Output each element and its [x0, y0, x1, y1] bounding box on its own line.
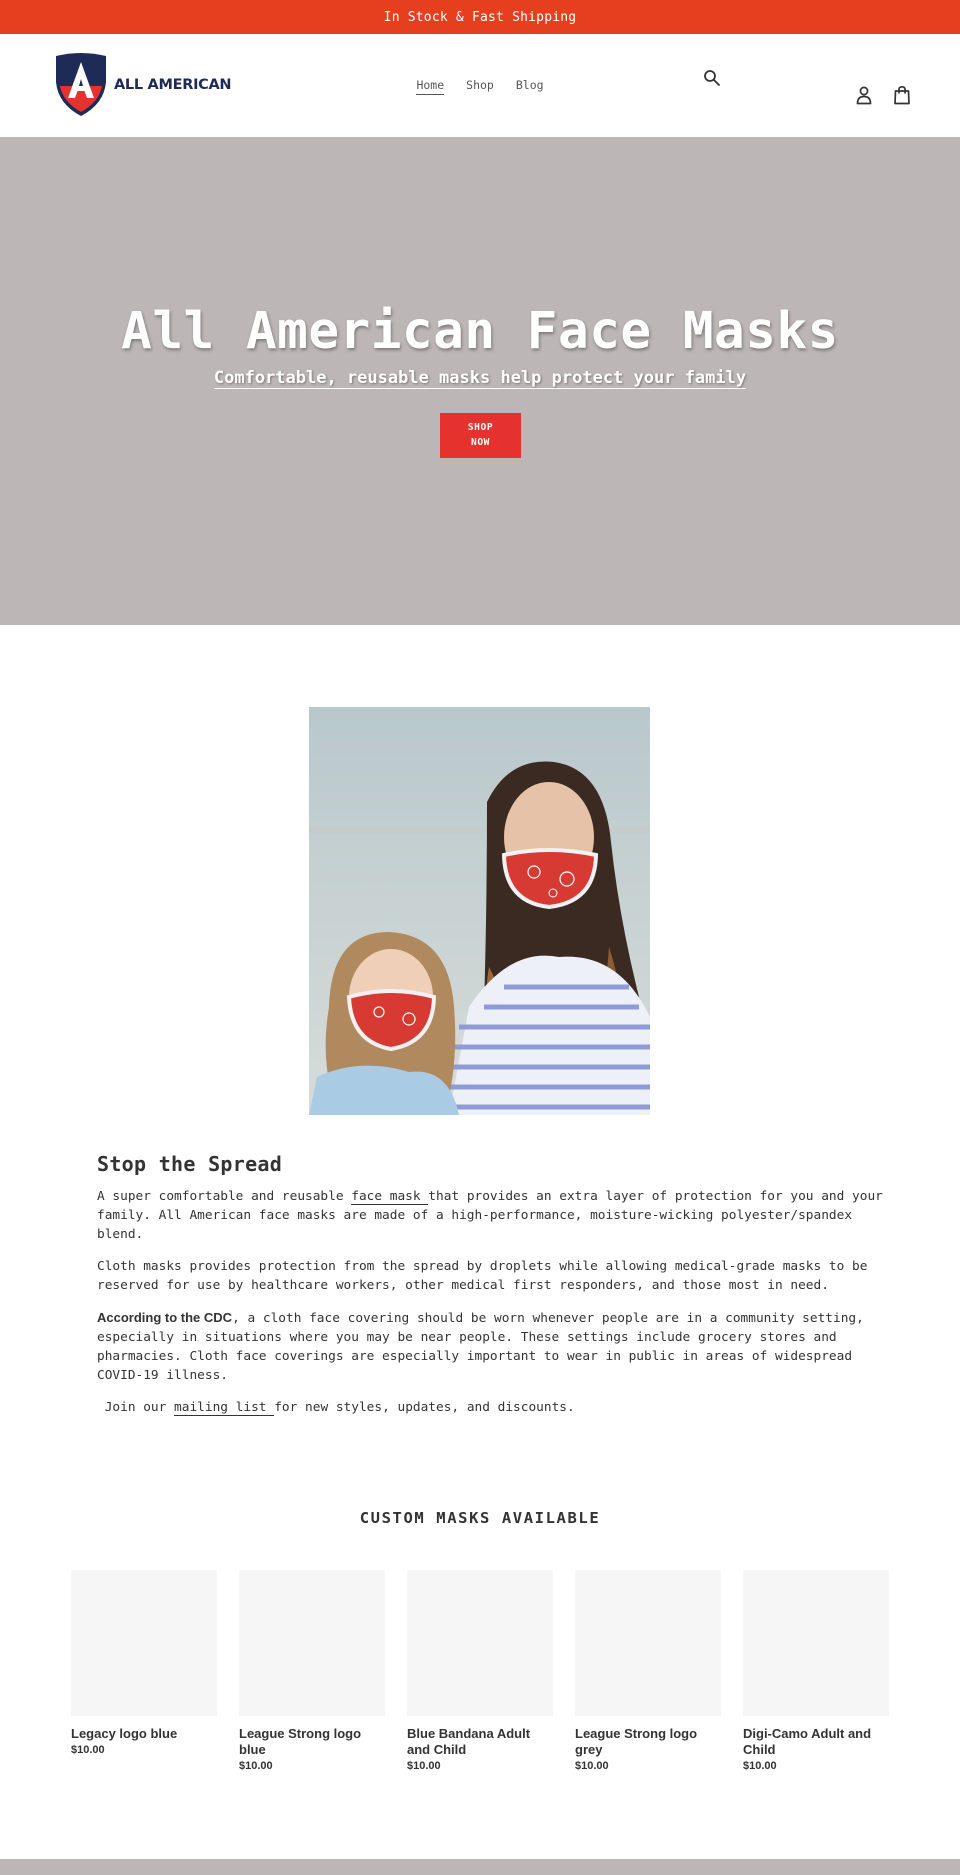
hero-subtitle-wrap [0, 368, 960, 388]
announcement-bar [0, 0, 960, 34]
logo-wordmark: ALL AMERICAN [114, 77, 232, 93]
product-price: $10.00 [71, 1744, 105, 1756]
product-name[interactable]: League Strong logo blue [239, 1726, 362, 1757]
product-price: $10.00 [575, 1760, 609, 1772]
announcement-text: In Stock & Fast Shipping [383, 9, 577, 25]
article-paragraph-2: Cloth masks provides protection from the spread by droplets while allowing medical-grade masks to be reserved for use by healthcare workers, other medical first responders, and those most in need. [97, 1259, 868, 1293]
p3-text: , a cloth face covering should be worn whenever people are in a community setting, especially in situations where you may be near people. These settings include grocery stores and pharmacies. Cloth face coverings are especially important to wear in public in areas of widespread COVID-19 illness. [97, 1311, 864, 1383]
product-card[interactable] [743, 1570, 889, 1772]
product-price: $10.00 [743, 1760, 777, 1772]
product-image-placeholder[interactable] [407, 1570, 553, 1716]
site-header [0, 34, 960, 137]
product-image-placeholder[interactable] [575, 1570, 721, 1716]
p4-text-start: Join our [97, 1400, 175, 1415]
article-paragraph-3 [97, 1308, 897, 1385]
cart-icon[interactable] [893, 85, 911, 105]
article-paragraph-1 [97, 1187, 897, 1244]
nav-item-blog[interactable]: Blog [515, 78, 544, 92]
nav-item-shop[interactable]: Shop [466, 78, 494, 92]
mother-daughter-masks-photo [309, 707, 650, 1115]
p4-text-end: for new styles, updates, and discounts. [274, 1400, 575, 1415]
product-card[interactable] [575, 1570, 721, 1772]
product-price: $10.00 [239, 1760, 273, 1772]
account-icon[interactable] [855, 85, 873, 105]
face-mask-link[interactable]: face mask [351, 1189, 429, 1204]
nav-item-home[interactable]: Home [416, 78, 444, 95]
article-paragraph-4 [97, 1398, 897, 1417]
product-name[interactable]: Digi-Camo Adult and Child [743, 1726, 872, 1757]
product-card[interactable] [407, 1570, 553, 1772]
cdc-lead: According to the CDC [97, 1310, 233, 1325]
product-card[interactable] [71, 1570, 217, 1756]
hero-subtitle[interactable]: Comfortable, reusable masks help protect your family [213, 368, 747, 388]
product-name[interactable]: Blue Bandana Adult and Child [407, 1726, 531, 1757]
product-image-placeholder[interactable] [71, 1570, 217, 1716]
hero-banner [0, 137, 960, 625]
masks-photo-illustration [309, 707, 650, 1115]
mailing-list-link[interactable]: mailing list [174, 1400, 275, 1415]
shop-now-button[interactable]: SHOP NOW [440, 413, 521, 458]
product-card[interactable] [239, 1570, 385, 1772]
article-stop-the-spread [97, 1152, 897, 1430]
product-image-placeholder[interactable] [239, 1570, 385, 1716]
footer-strip [0, 1859, 960, 1875]
search-icon[interactable] [703, 69, 721, 87]
collection-title: CUSTOM MASKS AVAILABLE [359, 1509, 601, 1527]
product-name[interactable]: Legacy logo blue [71, 1726, 178, 1741]
article-heading: Stop the Spread [97, 1152, 283, 1176]
p1-text-end: that provides an extra layer of protection for you and your family. All American face masks are made of a high-performance, moisture-wicking polyester/spandex blend. [97, 1189, 883, 1242]
main-nav [0, 78, 960, 95]
product-name[interactable]: League Strong logo grey [575, 1726, 698, 1757]
p1-text-start: A super comfortable and reusable [97, 1189, 352, 1204]
product-price: $10.00 [407, 1760, 441, 1772]
hero-title: All American Face Masks [121, 302, 839, 361]
product-image-placeholder[interactable] [743, 1570, 889, 1716]
